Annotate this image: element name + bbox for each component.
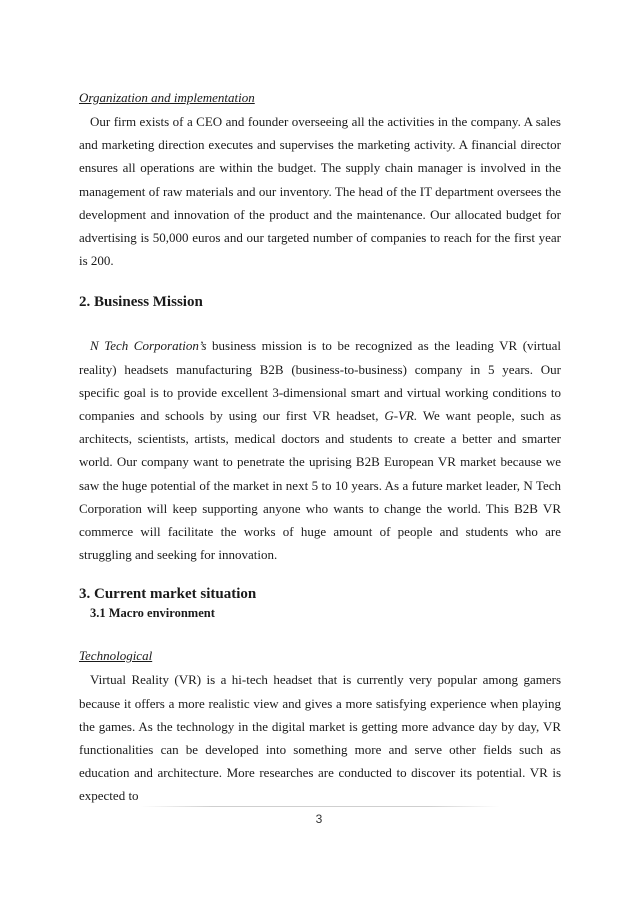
mission-text-b: We want people, such as architects, scientists, artists, medical doctors and students to create a better and smarter world. Our company want to penetrate the uprising B2B European VR market because we saw the huge potential of the market in next 5 to 10 years. As a future market leader, N Tech Corporation will keep supporting anyone who wants to change the world. This B2B VR commerce will facilitate the works of huge amount of people and students who are struggling and seeking for innovation. xyxy=(79,408,561,563)
macro-environment-heading: 3.1 Macro environment xyxy=(90,606,215,621)
mission-paragraph xyxy=(79,334,561,566)
technological-paragraph xyxy=(79,668,561,807)
technological-paragraph-text: Virtual Reality (VR) is a hi-tech headset that is currently very popular among gamers because it offers a more realistic view and gives a more satisfying experience when playing the games. As the technology in the digital market is getting more advance day by day, VR functionalities can be developed into something more and serve other fields such as education and architecture. More researches are conducted to discover its potential. VR is expected to xyxy=(79,672,561,804)
mission-text-a: business mission is to be recognized as the leading VR (virtual reality) headsets manufacturing B2B (business-to-business) company in 5 years. Our specific goal is to provide excellent 3-dimensional smart and virtual working conditions to companies and schools by using our first VR headset, xyxy=(79,338,561,424)
org-subheading: Organization and implementation xyxy=(79,90,255,105)
company-name-italic: N Tech Corporation’s xyxy=(90,338,207,354)
market-situation-heading: 3. Current market situation xyxy=(79,586,257,603)
footer-divider xyxy=(140,806,500,807)
org-paragraph xyxy=(79,110,561,272)
org-paragraph-text: Our firm exists of a CEO and founder overseeing all the activities in the company. A sales and marketing direction executes and supervises the marketing activity. A financial director ensures all operations are within the budget. The supply chain manager is involved in the management of raw materials and our inventory. The head of the IT department oversees the development and innovation of the product and the maintenance. Our allocated budget for advertising is 50,000 euros and our targeted number of companies to reach for the first year is 200. xyxy=(79,114,561,269)
page-content xyxy=(79,88,561,808)
product-name-italic: G-VR. xyxy=(384,408,418,424)
page-number: 3 xyxy=(315,812,323,826)
business-mission-heading: 2. Business Mission xyxy=(79,294,203,311)
technological-subheading: Technological xyxy=(79,648,153,664)
